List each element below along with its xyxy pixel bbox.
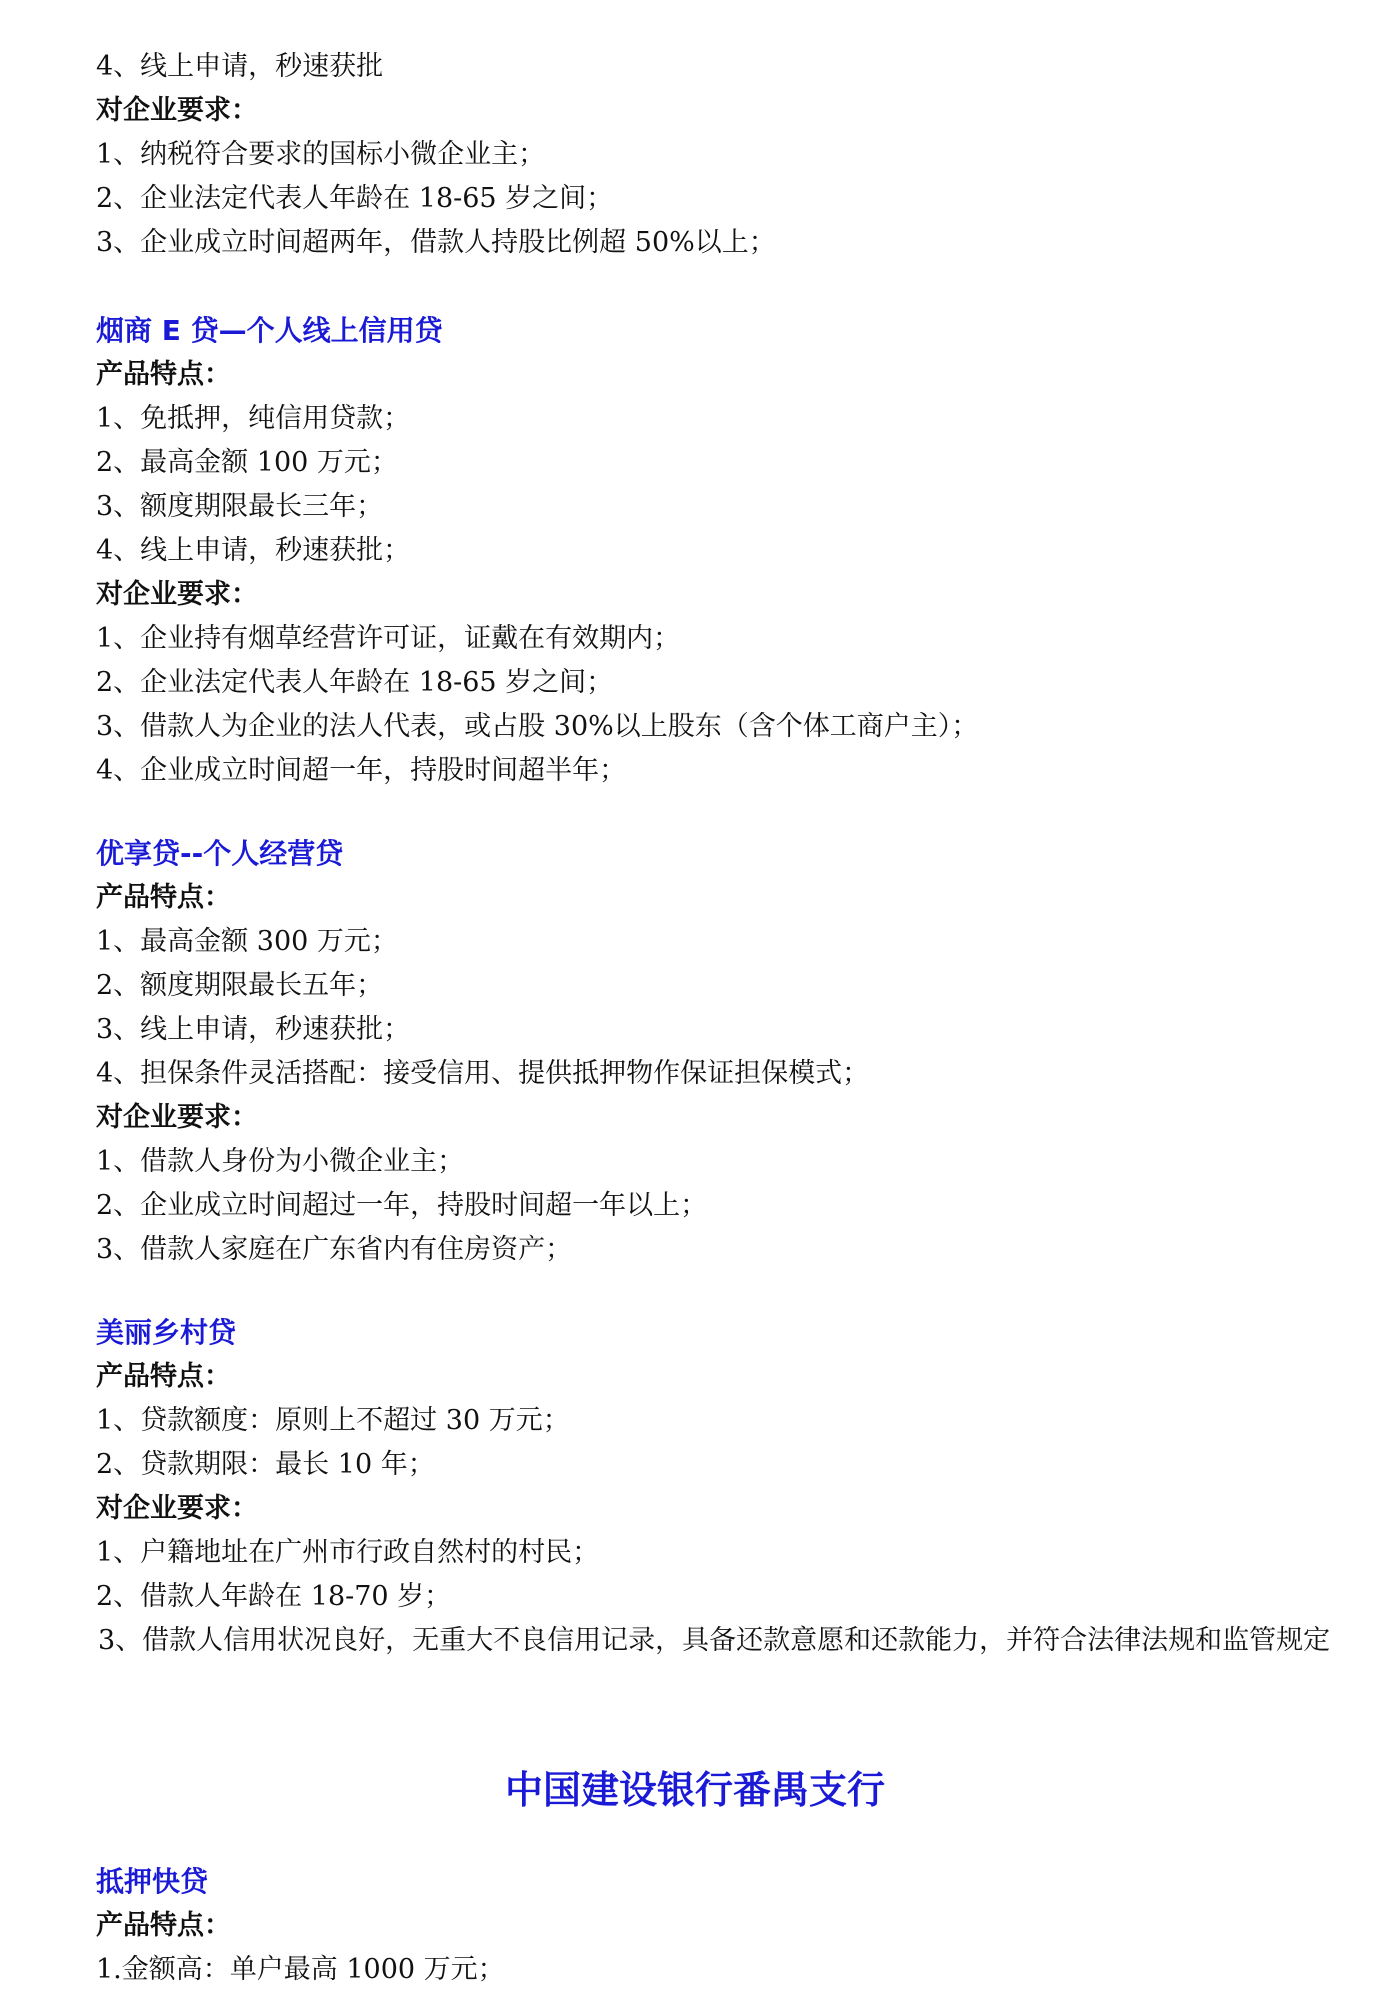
product-title-yanshang: 烟商 E 贷—个人线上信用贷: [96, 314, 443, 347]
feature-item: 4、线上申请，秒速获批: [96, 51, 384, 82]
product-title-youxiang: 优享贷--个人经营贷: [96, 837, 344, 870]
requirement-item: 3、借款人为企业的法人代表，或占股 30%以上股东（含个体工商户主）；: [96, 711, 979, 742]
feature-item: 2、贷款期限：最长 10 年；: [96, 1449, 435, 1480]
requirement-item: 1、企业持有烟草经营许可证，证戴在有效期内；: [96, 623, 681, 654]
requirement-item: 1、纳税符合要求的国标小微企业主；: [96, 139, 546, 170]
feature-item: 3、线上申请，秒速获批；: [96, 1014, 411, 1045]
requirement-item: 2、借款人年龄在 18-70 岁；: [96, 1581, 452, 1612]
feature-item: 3、额度期限最长三年；: [96, 491, 384, 522]
requirements-heading: 对企业要求：: [96, 95, 258, 126]
requirement-item: 1、户籍地址在广州市行政自然村的村民；: [96, 1537, 600, 1568]
requirement-item: 3、借款人家庭在广东省内有住房资产；: [96, 1234, 573, 1265]
product-title-diya: 抵押快贷: [96, 1865, 209, 1898]
feature-item: 1、最高金额 300 万元；: [96, 926, 398, 957]
feature-item: 1、免抵押，纯信用贷款；: [96, 403, 411, 434]
features-heading: 产品特点：: [96, 1361, 231, 1392]
requirements-heading: 对企业要求：: [96, 1102, 258, 1133]
requirement-item-wrapped: 3、借款人信用状况良好，无重大不良信用记录，具备还款意愿和还款能力，并符合法律法规和监管规定: [98, 1625, 1331, 1656]
feature-item: 1.金额高：单户最高 1000 万元；: [96, 1954, 505, 1985]
requirement-item: 1、借款人身份为小微企业主；: [96, 1146, 465, 1177]
requirements-heading: 对企业要求：: [96, 1493, 258, 1524]
requirements-heading: 对企业要求：: [96, 579, 258, 610]
feature-item: 4、线上申请，秒速获批；: [96, 535, 411, 566]
features-heading: 产品特点：: [96, 1910, 231, 1941]
features-heading: 产品特点：: [96, 359, 231, 390]
requirement-item: 2、企业成立时间超过一年，持股时间超一年以上；: [96, 1190, 708, 1221]
features-heading: 产品特点：: [96, 882, 231, 913]
requirement-item: 2、企业法定代表人年龄在 18-65 岁之间；: [96, 667, 614, 698]
requirement-item: 2、企业法定代表人年龄在 18-65 岁之间；: [96, 183, 614, 214]
feature-item: 1、贷款额度：原则上不超过 30 万元；: [96, 1405, 570, 1436]
requirement-item: 3、企业成立时间超两年，借款人持股比例超 50%以上；: [96, 227, 776, 258]
product-title-meili: 美丽乡村贷: [96, 1316, 237, 1349]
bank-title: 中国建设银行番禺支行: [504, 1768, 885, 1812]
requirement-item: 4、企业成立时间超一年，持股时间超半年；: [96, 755, 627, 786]
feature-item: 2、最高金额 100 万元；: [96, 447, 398, 478]
feature-item: 4、担保条件灵活搭配：接受信用、提供抵押物作保证担保模式；: [96, 1058, 870, 1089]
feature-item: 2、额度期限最长五年；: [96, 970, 384, 1001]
